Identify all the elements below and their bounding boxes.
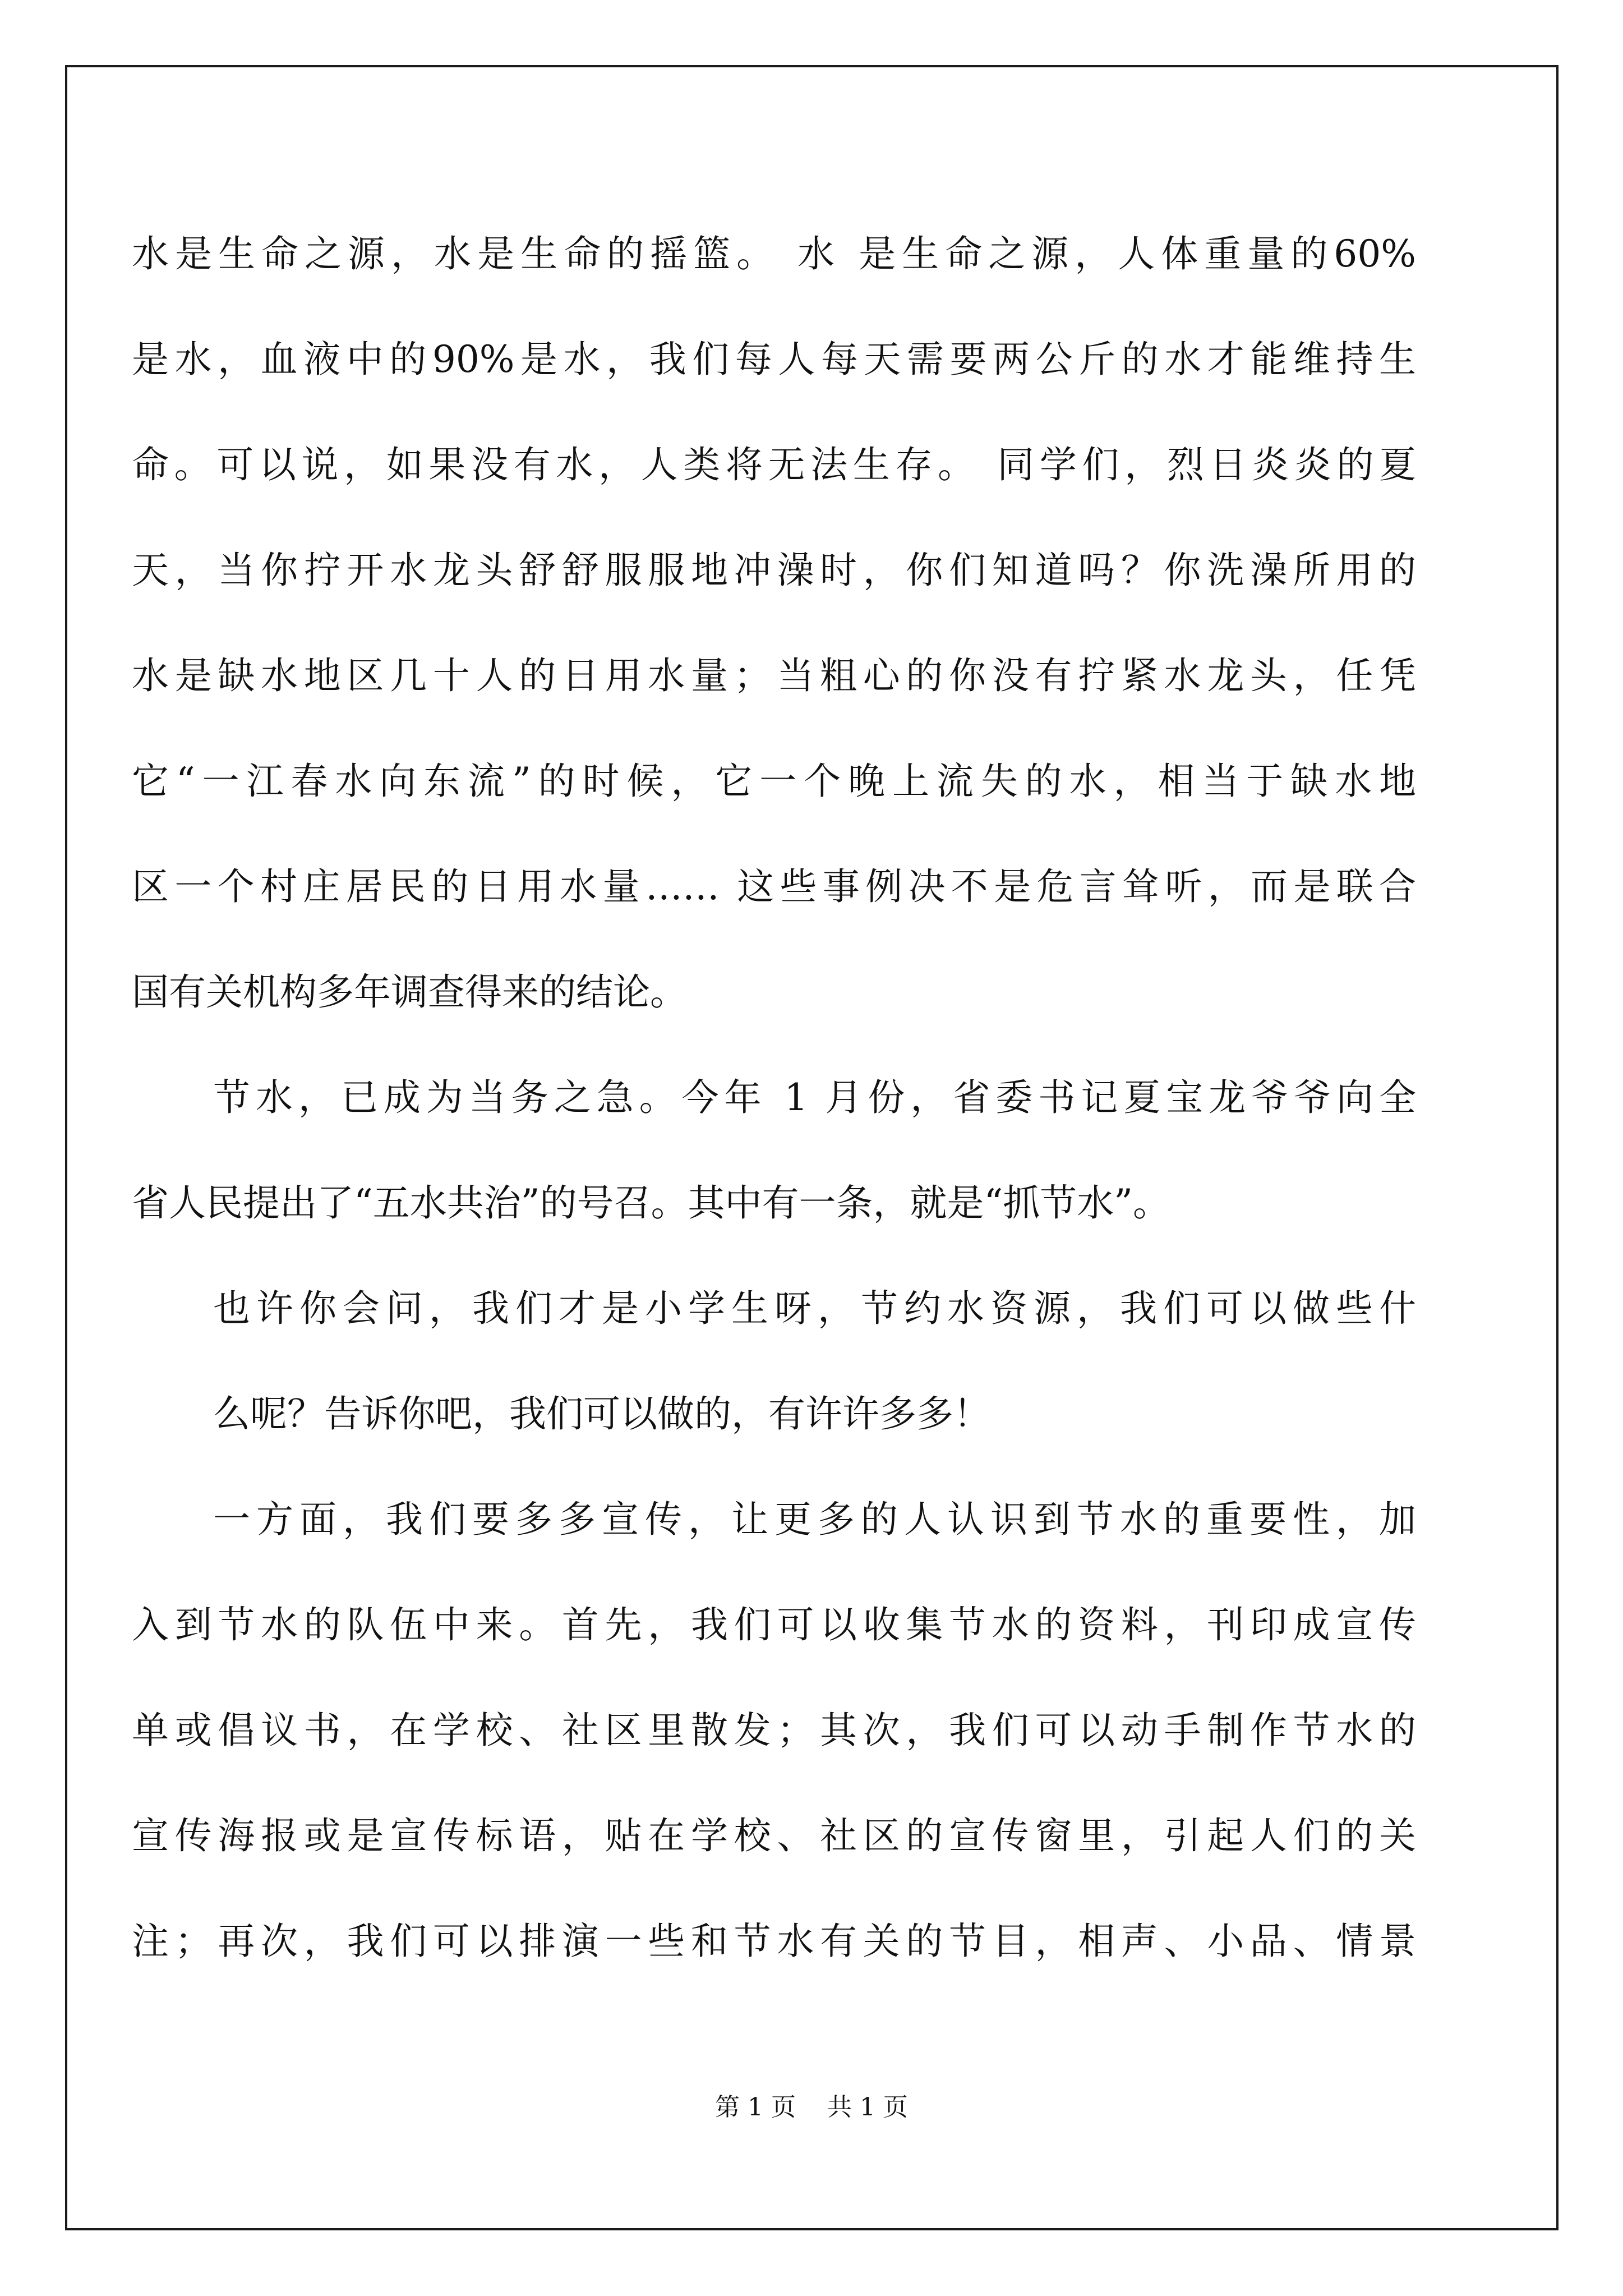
text-line-13: 一方面，我们要多多宣传，让更多的人认识到节水的重要性，加 <box>213 1498 1416 1541</box>
text-line-2: 是水，血液中的90%是水，我们每人每天需要两公斤的水才能维持生 <box>132 338 1416 381</box>
text-line-12: 么呢？告诉你吧，我们可以做的，有许许多多！ <box>213 1392 990 1435</box>
text-line-11: 也许你会问，我们才是小学生呀，节约水资源，我们可以做些什 <box>213 1287 1416 1330</box>
text-line-5: 水是缺水地区几十人的日用水量；当粗心的你没有拧紧水龙头，任凭 <box>132 654 1416 697</box>
text-line-14: 入到节水的队伍中来。首先，我们可以收集节水的资料，刊印成宣传 <box>132 1603 1416 1646</box>
text-line-9: 节水，已成为当务之急。今年 1 月份，省委书记夏宝龙爷爷向全 <box>213 1076 1416 1119</box>
text-line-4: 天，当你拧开水龙头舒舒服服地冲澡时，你们知道吗？你洗澡所用的 <box>132 549 1416 592</box>
text-line-17: 注；再次，我们可以排演一些和节水有关的节目，相声、小品、情景 <box>132 1920 1416 1963</box>
text-line-8: 国有关机构多年调查得来的结论。 <box>132 970 687 1014</box>
text-line-15: 单或倡议书，在学校、社区里散发；其次，我们可以动手制作节水的 <box>132 1709 1416 1752</box>
text-line-3: 命。可以说，如果没有水，人类将无法生存。 同学们，烈日炎炎的夏 <box>132 443 1416 486</box>
text-line-16: 宣传海报或是宣传标语，贴在学校、社区的宣传窗里，引起人们的关 <box>132 1814 1416 1857</box>
text-line-10: 省人民提出了“五水共治”的号召。其中有一条，就是“抓节水”。 <box>132 1181 1170 1225</box>
text-line-7: 区一个村庄居民的日用水量…… 这些事例决不是危言耸听，而是联合 <box>132 865 1416 908</box>
page-number-footer: 第 1 页 共 1 页 <box>715 2093 908 2122</box>
text-line-6: 它“一江春水向东流”的时候，它一个晚上流失的水，相当于缺水地 <box>132 760 1416 803</box>
text-line-1: 水是生命之源，水是生命的摇篮。 水 是生命之源，人体重量的60% <box>132 232 1416 275</box>
document-body <box>132 201 1416 1994</box>
